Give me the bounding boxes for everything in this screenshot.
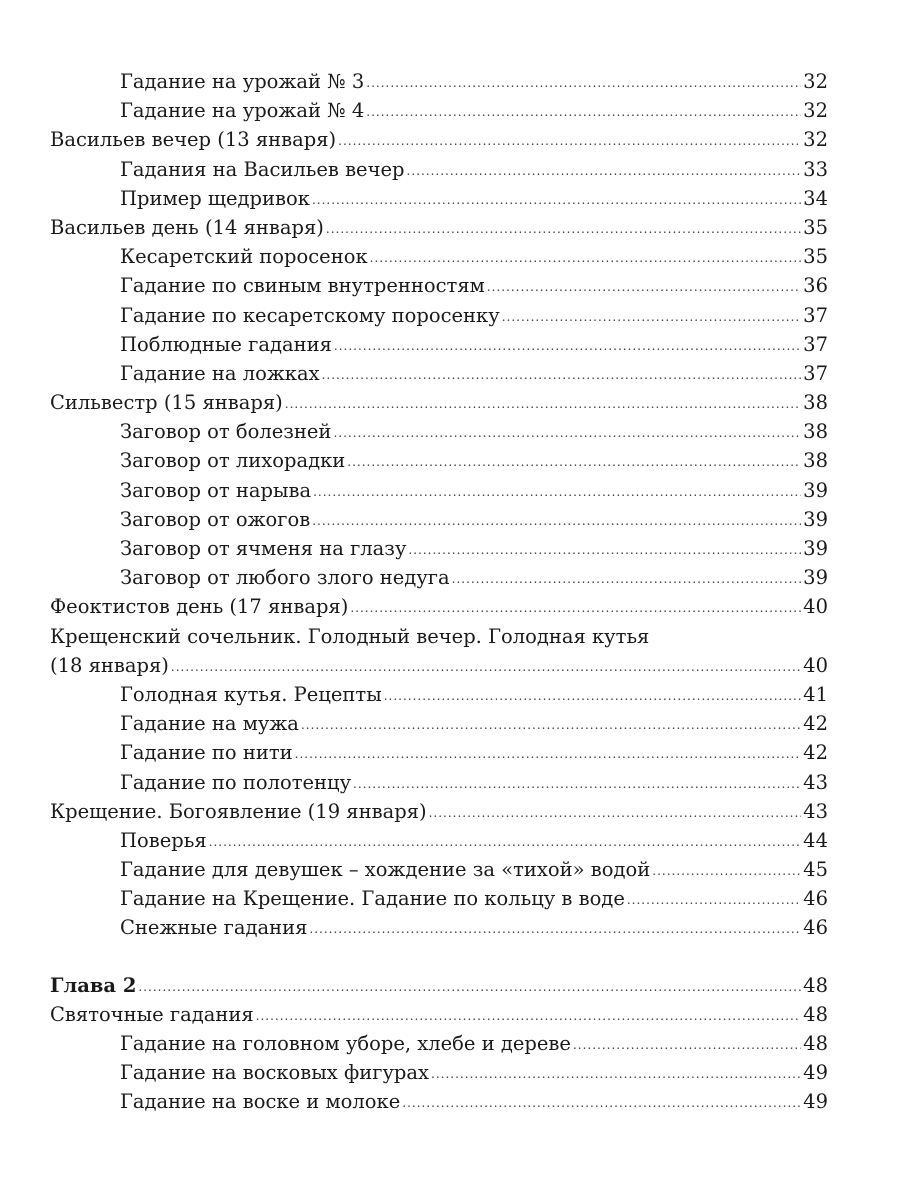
toc-entry-title: Гадание на Крещение. Гадание по кольцу в воде — [120, 887, 625, 911]
toc-leader-dots — [408, 536, 801, 565]
toc-entry — [50, 768, 828, 797]
toc-leader-dots — [652, 857, 801, 886]
toc-entry-page: 33 — [803, 157, 828, 181]
toc-leader-dots — [407, 157, 802, 186]
toc-entry-title: Пример щедривок — [120, 186, 310, 210]
section-spacer — [50, 943, 828, 971]
toc-entry-title: Сильвестр (15 января) — [50, 391, 283, 415]
toc-entry — [50, 446, 828, 475]
toc-leader-dots — [353, 770, 801, 799]
toc-entry-page: 34 — [803, 186, 828, 210]
toc-entry-page: 39 — [803, 478, 828, 502]
toc-entry — [50, 738, 828, 767]
toc-entry-page: 36 — [803, 274, 828, 298]
toc-entry — [50, 359, 828, 388]
toc-entry — [50, 213, 828, 242]
toc-entry-page: 46 — [803, 887, 828, 911]
toc-entry — [50, 826, 828, 855]
toc-entry-title: Заговор от любого злого недуга — [120, 566, 450, 590]
toc-leader-dots — [301, 711, 801, 740]
toc-leader-dots — [366, 69, 801, 98]
chapter-title: Глава 2 — [50, 973, 137, 997]
chapter-page: 48 — [803, 973, 828, 997]
toc-leader-dots — [313, 478, 801, 507]
toc-entry-page: 38 — [803, 420, 828, 444]
toc-entry-title: Голодная кутья. Рецепты — [120, 682, 382, 706]
toc-leader-dots — [431, 1060, 801, 1089]
toc-entry-title: Снежные гадания — [120, 916, 308, 940]
toc-leader-dots — [429, 799, 802, 828]
toc-entry-page: 40 — [803, 595, 828, 619]
toc-entry-title-continued: (18 января) — [50, 653, 169, 677]
toc-entry-title: Заговор от болезней — [120, 420, 332, 444]
toc-entry — [50, 1087, 828, 1116]
toc-entry-title: Васильев вечер (13 января) — [50, 128, 337, 152]
toc-leader-dots — [573, 1031, 801, 1060]
toc-entry-page: 46 — [803, 916, 828, 940]
toc-entry-title: Гадание на урожай № 4 — [120, 99, 365, 123]
table-of-contents — [50, 67, 828, 1117]
toc-entry — [50, 271, 828, 300]
toc-leader-dots — [487, 273, 801, 302]
toc-leader-dots — [309, 915, 801, 944]
toc-leader-dots — [138, 973, 801, 1002]
toc-leader-dots — [334, 332, 801, 361]
toc-entry-title: Святочные гадания — [50, 1002, 254, 1026]
toc-entry-title: Поблюдные гадания — [120, 332, 332, 356]
toc-leader-dots — [366, 98, 801, 127]
toc-entry-title: Гадание на воске и молоке — [120, 1090, 401, 1114]
toc-entry-first-line — [50, 622, 828, 651]
toc-entry — [50, 242, 828, 271]
toc-entry-title: Гадание по полотенцу — [120, 770, 352, 794]
toc-entry-title: Заговор от нарыва — [120, 478, 312, 502]
toc-leader-dots — [627, 886, 801, 915]
toc-leader-dots — [312, 186, 801, 215]
toc-entry — [50, 797, 828, 826]
toc-leader-dots — [350, 594, 801, 623]
toc-entry — [50, 913, 828, 942]
toc-entry-page: 35 — [803, 215, 828, 239]
toc-entry — [50, 534, 828, 563]
toc-entry-title: Гадания на Васильев вечер — [120, 157, 405, 181]
toc-entry-title: Гадание на мужа — [120, 712, 299, 736]
toc-entry-page: 38 — [803, 449, 828, 473]
toc-entry-title: Гадание на урожай № 3 — [120, 70, 365, 93]
toc-entry-page: 43 — [803, 770, 828, 794]
toc-entry-title: Кесаретский поросенок — [120, 245, 368, 269]
toc-entry-page: 32 — [803, 128, 828, 152]
toc-entry-page: 42 — [803, 712, 828, 736]
toc-entry — [50, 476, 828, 505]
toc-entry-title: Крещенский сочельник. Голодный вечер. Голодная кутья — [50, 624, 650, 648]
toc-entry-title: Васильев день (14 января) — [50, 215, 324, 239]
toc-leader-dots — [312, 507, 801, 536]
toc-entry — [50, 96, 828, 125]
toc-entry-title: Заговор от лихорадки — [120, 449, 346, 473]
toc-entry-page: 49 — [803, 1061, 828, 1085]
toc-entry — [50, 563, 828, 592]
toc-entry — [50, 680, 828, 709]
toc-leader-dots — [347, 448, 801, 477]
toc-leader-dots — [384, 682, 801, 711]
toc-entry-page: 41 — [803, 682, 828, 706]
toc-entry-title: Феоктистов день (17 января) — [50, 595, 349, 619]
toc-entry — [50, 592, 828, 621]
toc-entry — [50, 1029, 828, 1058]
toc-entry — [50, 125, 828, 154]
toc-leader-dots — [171, 653, 801, 682]
toc-leader-dots — [502, 303, 801, 332]
toc-entry-page: 39 — [803, 507, 828, 531]
toc-leader-dots — [285, 390, 801, 419]
toc-leader-dots — [370, 244, 802, 273]
toc-entry — [50, 388, 828, 417]
toc-entry — [50, 505, 828, 534]
toc-entry-page: 43 — [803, 799, 828, 823]
toc-leader-dots — [452, 565, 802, 594]
toc-leader-dots — [295, 740, 802, 769]
toc-entry-title: Крещение. Богоявление (19 января) — [50, 799, 427, 823]
toc-entry-page: 32 — [803, 70, 828, 93]
chapter-heading — [50, 971, 828, 1000]
toc-entry-page: 39 — [803, 537, 828, 560]
toc-entry-page: 48 — [803, 1002, 828, 1026]
toc-leader-dots — [326, 215, 801, 244]
toc-entry — [50, 155, 828, 184]
toc-entry-title: Гадание на восковых фигурах — [120, 1061, 430, 1085]
toc-entry-page: 45 — [803, 858, 828, 882]
toc-entry-title: Гадание по кесаретскому поросенку — [120, 303, 500, 327]
toc-entry-page: 38 — [803, 391, 828, 415]
toc-entry-page: 37 — [803, 361, 828, 385]
toc-entry-title: Гадание по нити — [120, 741, 293, 765]
toc-entry-title: Поверья — [120, 828, 207, 852]
toc-entry-page: 39 — [803, 566, 828, 590]
toc-entry-title: Заговор от ожогов — [120, 507, 311, 531]
toc-entry-page: 32 — [803, 99, 828, 123]
toc-entry-title: Гадание для девушек – хождение за «тихой» водой — [120, 858, 651, 882]
toc-entry-title: Гадание на ложках — [120, 361, 320, 385]
toc-entry — [50, 184, 828, 213]
toc-entry-title: Заговор от ячменя на глазу — [120, 537, 407, 560]
toc-entry — [50, 67, 828, 96]
toc-entry — [50, 1000, 828, 1029]
toc-entry — [50, 330, 828, 359]
toc-entry — [50, 417, 828, 446]
toc-entry — [50, 301, 828, 330]
toc-entry — [50, 709, 828, 738]
toc-entry-page: 42 — [803, 741, 828, 765]
toc-entry-title: Гадание по свиным внутренностям — [120, 274, 485, 298]
toc-leader-dots — [322, 361, 802, 390]
toc-entry — [50, 651, 828, 680]
toc-entry — [50, 855, 828, 884]
toc-entry-page: 40 — [803, 653, 828, 677]
toc-leader-dots — [333, 419, 801, 448]
toc-leader-dots — [402, 1089, 801, 1118]
toc-entry-page: 48 — [803, 1032, 828, 1055]
toc-entry — [50, 1058, 828, 1087]
toc-entry-page: 37 — [803, 332, 828, 356]
toc-entry-page: 49 — [803, 1090, 828, 1114]
toc-leader-dots — [256, 1002, 802, 1031]
toc-leader-dots — [209, 828, 802, 857]
toc-leader-dots — [338, 127, 801, 156]
toc-entry-title: Гадание на головном уборе, хлебе и дереве — [120, 1032, 571, 1055]
toc-entry-page: 44 — [803, 828, 828, 852]
toc-entry-page: 37 — [803, 303, 828, 327]
toc-entry-page: 35 — [803, 245, 828, 269]
toc-entry — [50, 884, 828, 913]
